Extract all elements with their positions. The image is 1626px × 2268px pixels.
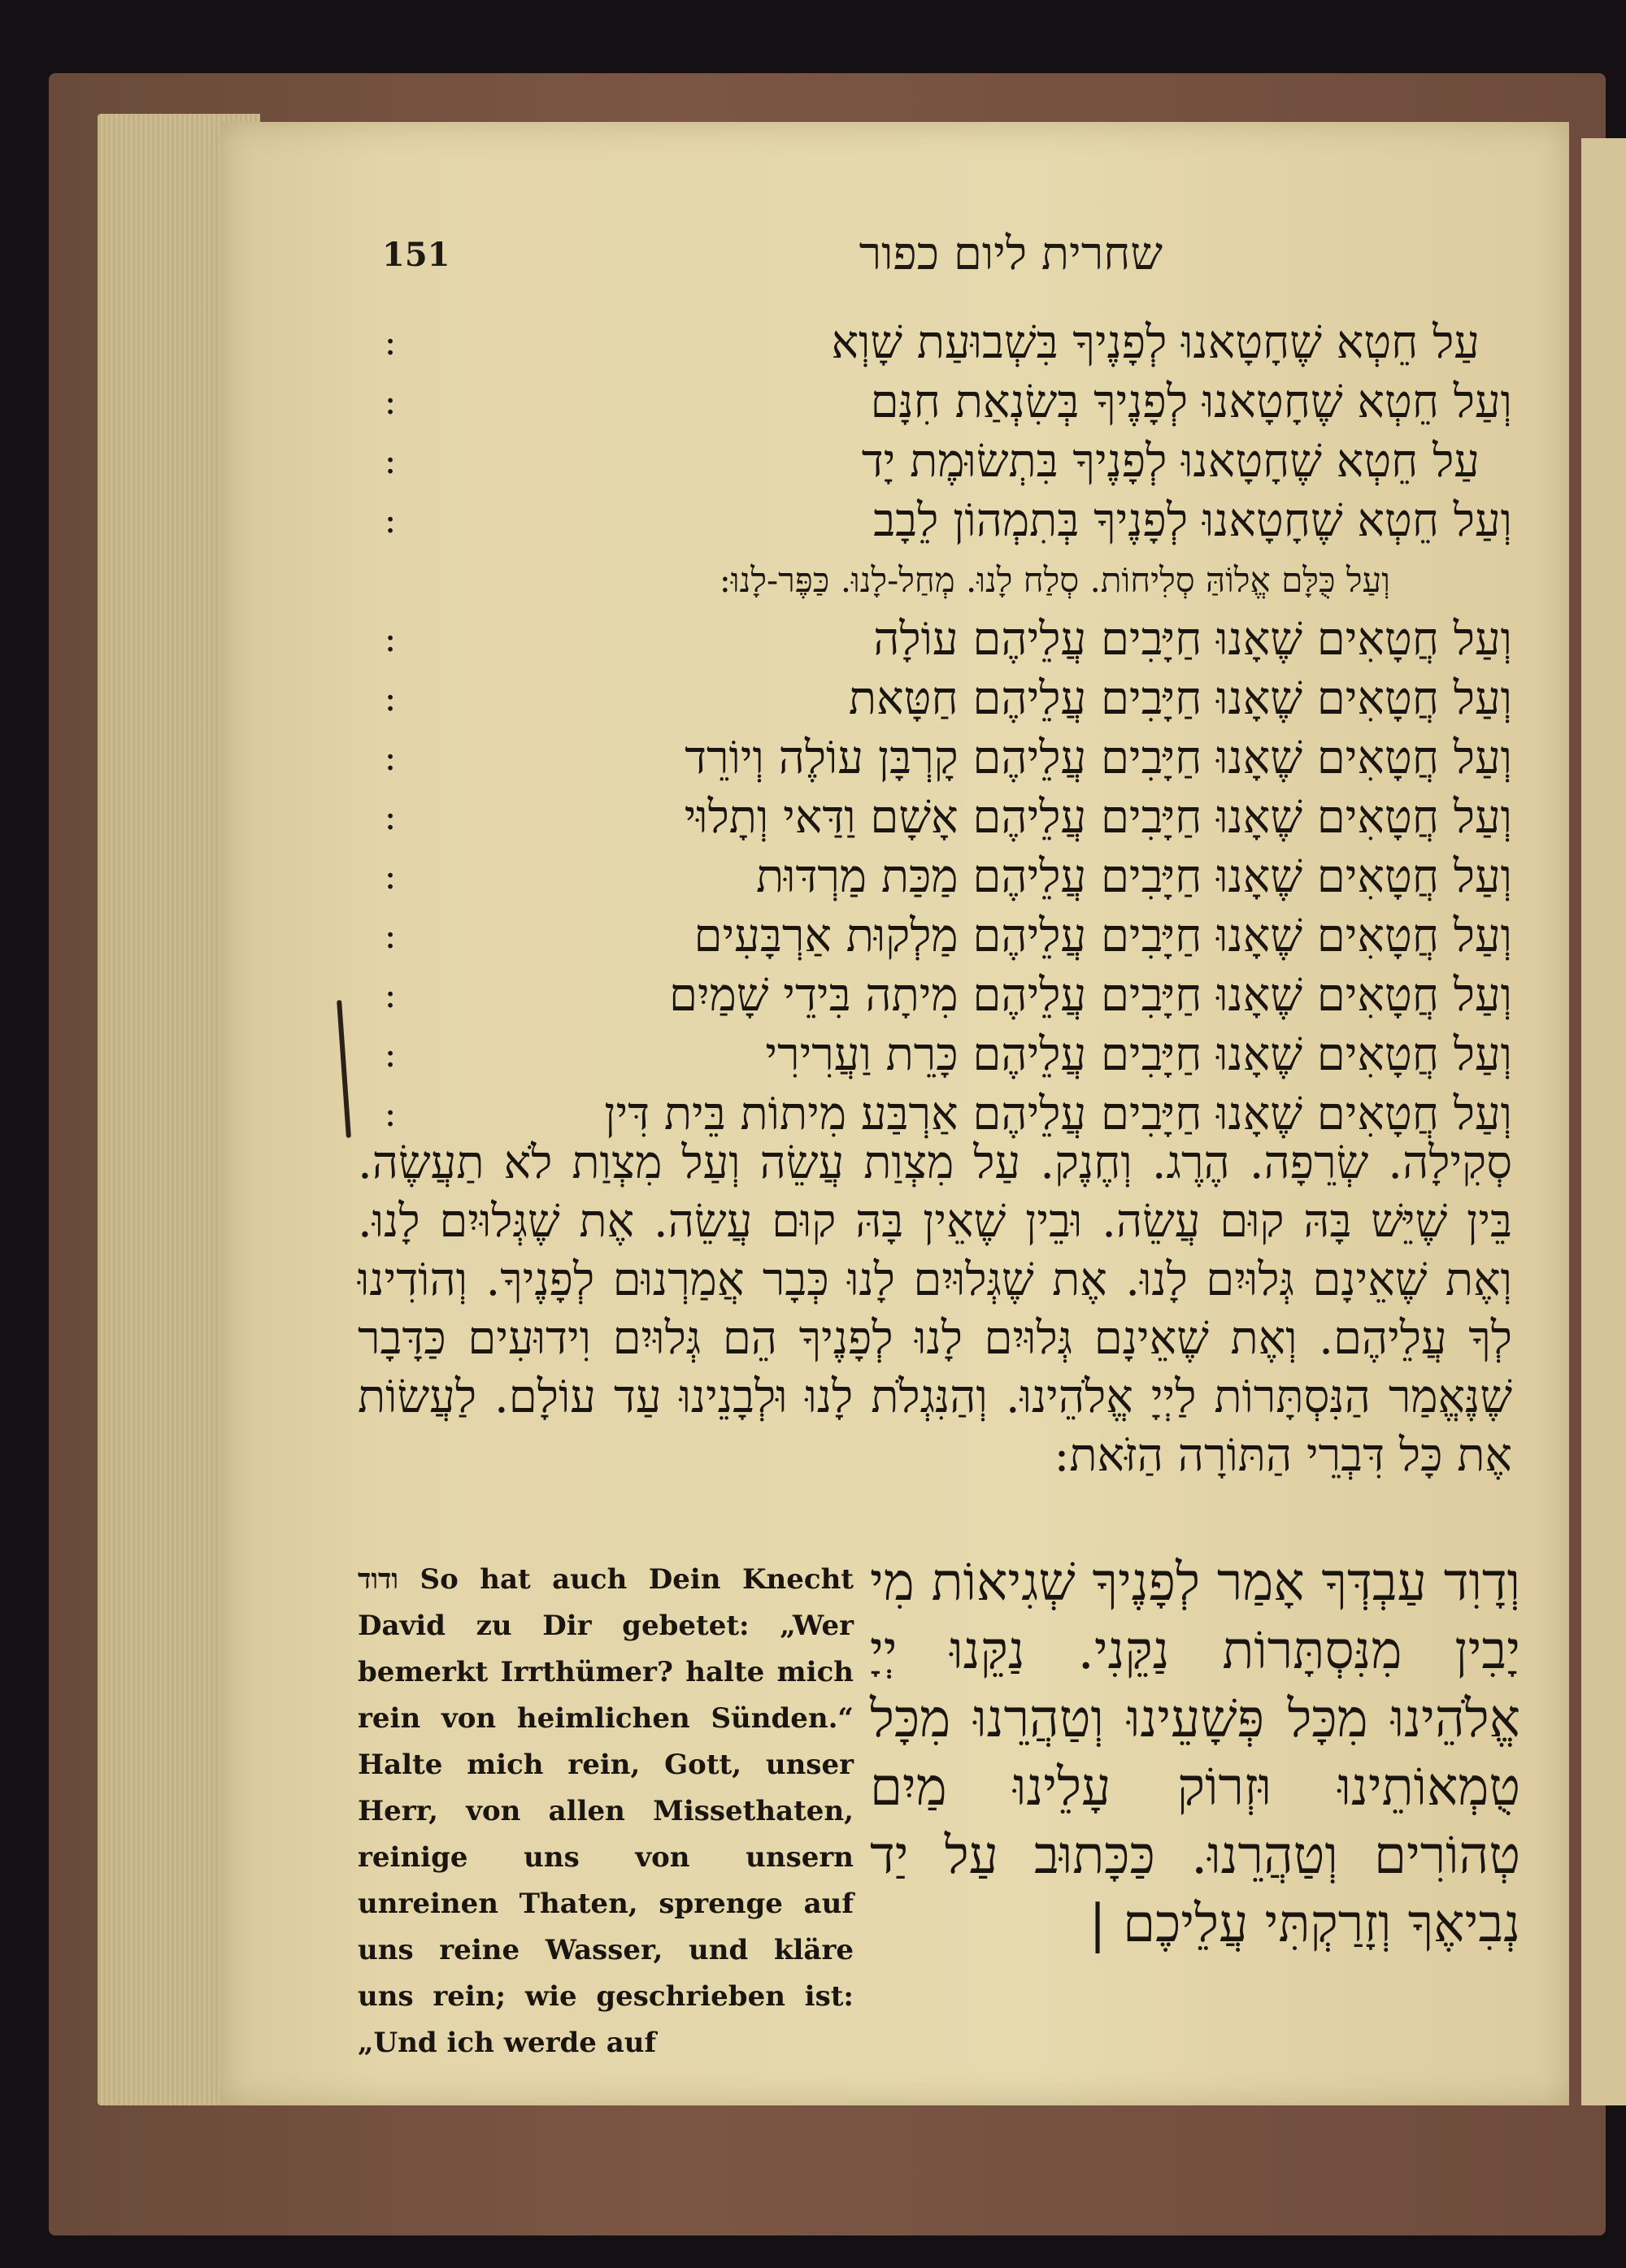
sin-line: וְעַל חֲטָאִים שֶׁאָנוּ חַיָּבִים עֲלֵיהֶם מַלְקוּת אַרְבָּעִים bbox=[693, 910, 1512, 962]
margin-mark: : bbox=[384, 856, 397, 897]
facing-page-edge bbox=[1581, 138, 1626, 2105]
page-header bbox=[382, 228, 1163, 293]
sin-line: וְעַל חֲטָאִים שֶׁאָנוּ חַיָּבִים עֲלֵיהֶם עוֹלָה bbox=[873, 613, 1512, 666]
running-title: שחרית ליום כפור bbox=[859, 228, 1163, 280]
confession-line: וְעַל חֵטְא שֶׁחָטָאנוּ לְפָנֶיךָ בְּשִׂנְאַת חִנָּם bbox=[870, 376, 1512, 428]
sin-line: וְעַל חֲטָאִים שֶׁאָנוּ חַיָּבִים עֲלֵיהֶם חַטָּאת bbox=[848, 672, 1512, 725]
page-number: 151 bbox=[382, 236, 450, 274]
margin-mark: : bbox=[384, 441, 397, 482]
margin-mark: : bbox=[384, 737, 397, 779]
sin-line: וְעַל חֲטָאִים שֶׁאָנוּ חַיָּבִים עֲלֵיהֶם כָּרֵת וַעֲרִירִי bbox=[765, 1028, 1512, 1081]
continuation-paragraph bbox=[358, 1134, 1512, 1485]
refrain-line: וְעַל כֻּלָּם אֱלוֹהַּ סְלִיחוֹת. סְלַח לָנוּ. מְחַל-לָנוּ. כַּפֶּר-לָנוּ: bbox=[719, 560, 1390, 600]
margin-mark: : bbox=[384, 915, 397, 957]
german-translation: ודוד So hat auch Dein Knecht David zu Dir gebetet: „Wer bemerkt Irrthümer? halte mich rein von heimlichen Sünden.“ Halte mich rein, Gott, unser Herr, von allen Missethaten, reinige uns von unsern unreinen Thaten, sprenge auf uns reine Wasser, und kläre uns rein; wie geschrieben ist: „Und ich werde auf bbox=[358, 1563, 854, 2059]
sin-line: וְעַל חֲטָאִים שֶׁאָנוּ חַיָּבִים עֲלֵיהֶם אָשָׁם וַדַּאי וְתָלוּי bbox=[684, 791, 1512, 844]
margin-mark: : bbox=[384, 500, 397, 541]
sin-line: וְעַל חֲטָאִים שֶׁאָנוּ חַיָּבִים עֲלֵיהֶם אַרְבַּע מִיתוֹת בֵּית דִּין bbox=[604, 1088, 1512, 1141]
margin-mark: : bbox=[384, 1034, 397, 1075]
margin-mark: : bbox=[384, 678, 397, 719]
margin-mark: : bbox=[384, 619, 397, 660]
sin-line: וְעַל חֲטָאִים שֶׁאָנוּ חַיָּבִים עֲלֵיהֶם קָרְבָּן עוֹלֶה וְיוֹרֵד bbox=[685, 732, 1512, 784]
hebrew-prayer: וְדָוִד עַבְדְּךָ אָמַר לְפָנֶיךָ שְׁגִיאוֹת מִי יָבִין מִנִּסְתָּרוֹת נַקֵּנִי. נַקֵּנוּ יְיָ אֱלֹהֵינוּ מִכָּל פְּשָׁעֵינוּ וְטַהֲרֵנוּ מִכָּל טֻמְאוֹתֵינוּ וּזְרוֹק עָלֵינוּ מַיִם טְהוֹרִים וְטַהֲרֵנוּ. כַּכָּתוּב עַל יַד נְבִיאֶךָ וְזָרַקְתִּי עֲלֵיכֶם | bbox=[870, 1553, 1520, 1954]
sin-line: וְעַל חֲטָאִים שֶׁאָנוּ חַיָּבִים עֲלֵיהֶם מִיתָה בִּידֵי שָׁמַיִם bbox=[669, 969, 1512, 1022]
margin-mark: : bbox=[384, 322, 397, 363]
paragraph-text: סְקִילָה. שְׂרֵפָה. הֶרֶג. וְחֶנֶק. עַל מִצְוַת עֲשֵׂה וְעַל מִצְוַת לֹא תַעֲשֶׂה. בֵּין שֶׁיֵּשׁ בָּהּ קוּם עֲשֵׂה. וּבֵין שֶׁאֵין בָּהּ קוּם עֲשֵׂה. אֶת שֶׁגְּלוּיִם לָנוּ. וְאֶת שֶׁאֵינָם גְּלוּיִם לָנוּ. אֶת שֶׁגְּלוּיִם לָנוּ כְּבָר אֲמַרְנוּם לְפָנֶיךָ. וְהוֹדִינוּ לְךָ עֲלֵיהֶם. וְאֶת שֶׁאֵינָם גְּלוּיִם לָנוּ לְפָנֶיךָ הֵם גְּלוּיִם וִידוּעִים כַּדָּבָר שֶׁנֶּאֱמַר הַנִּסְתָּרוֹת לַיְיָ אֱלֹהֵינוּ. וְהַנִּגְלֹת לָנוּ וּלְבָנֵינוּ עַד עוֹלָם. לַעֲשׂוֹת אֶת כָּל דִּבְרֵי הַתּוֹרָה הַזֹּאת: bbox=[358, 1136, 1512, 1482]
confession-list bbox=[358, 313, 1512, 1144]
margin-mark: : bbox=[384, 797, 397, 838]
sin-line: וְעַל חֲטָאִים שֶׁאָנוּ חַיָּבִים עֲלֵיהֶם מַכַּת מַרְדּוּת bbox=[755, 850, 1512, 903]
confession-line: עַל חֵטְא שֶׁחָטָאנוּ לְפָנֶיךָ בִּתְשׂוּמֶת יָד bbox=[861, 435, 1480, 488]
confession-line: עַל חֵטְא שֶׁחָטָאנוּ לְפָנֶיךָ בִּשְׁבוּעַת שָׁוְא bbox=[831, 316, 1480, 369]
confession-line: וְעַל חֵטְא שֶׁחָטָאנוּ לְפָנֶיךָ בְּתִמְהוֹן לֵבָב bbox=[873, 494, 1512, 547]
margin-mark: : bbox=[384, 381, 397, 423]
margin-mark: : bbox=[384, 1093, 397, 1135]
margin-mark: : bbox=[384, 975, 397, 1016]
